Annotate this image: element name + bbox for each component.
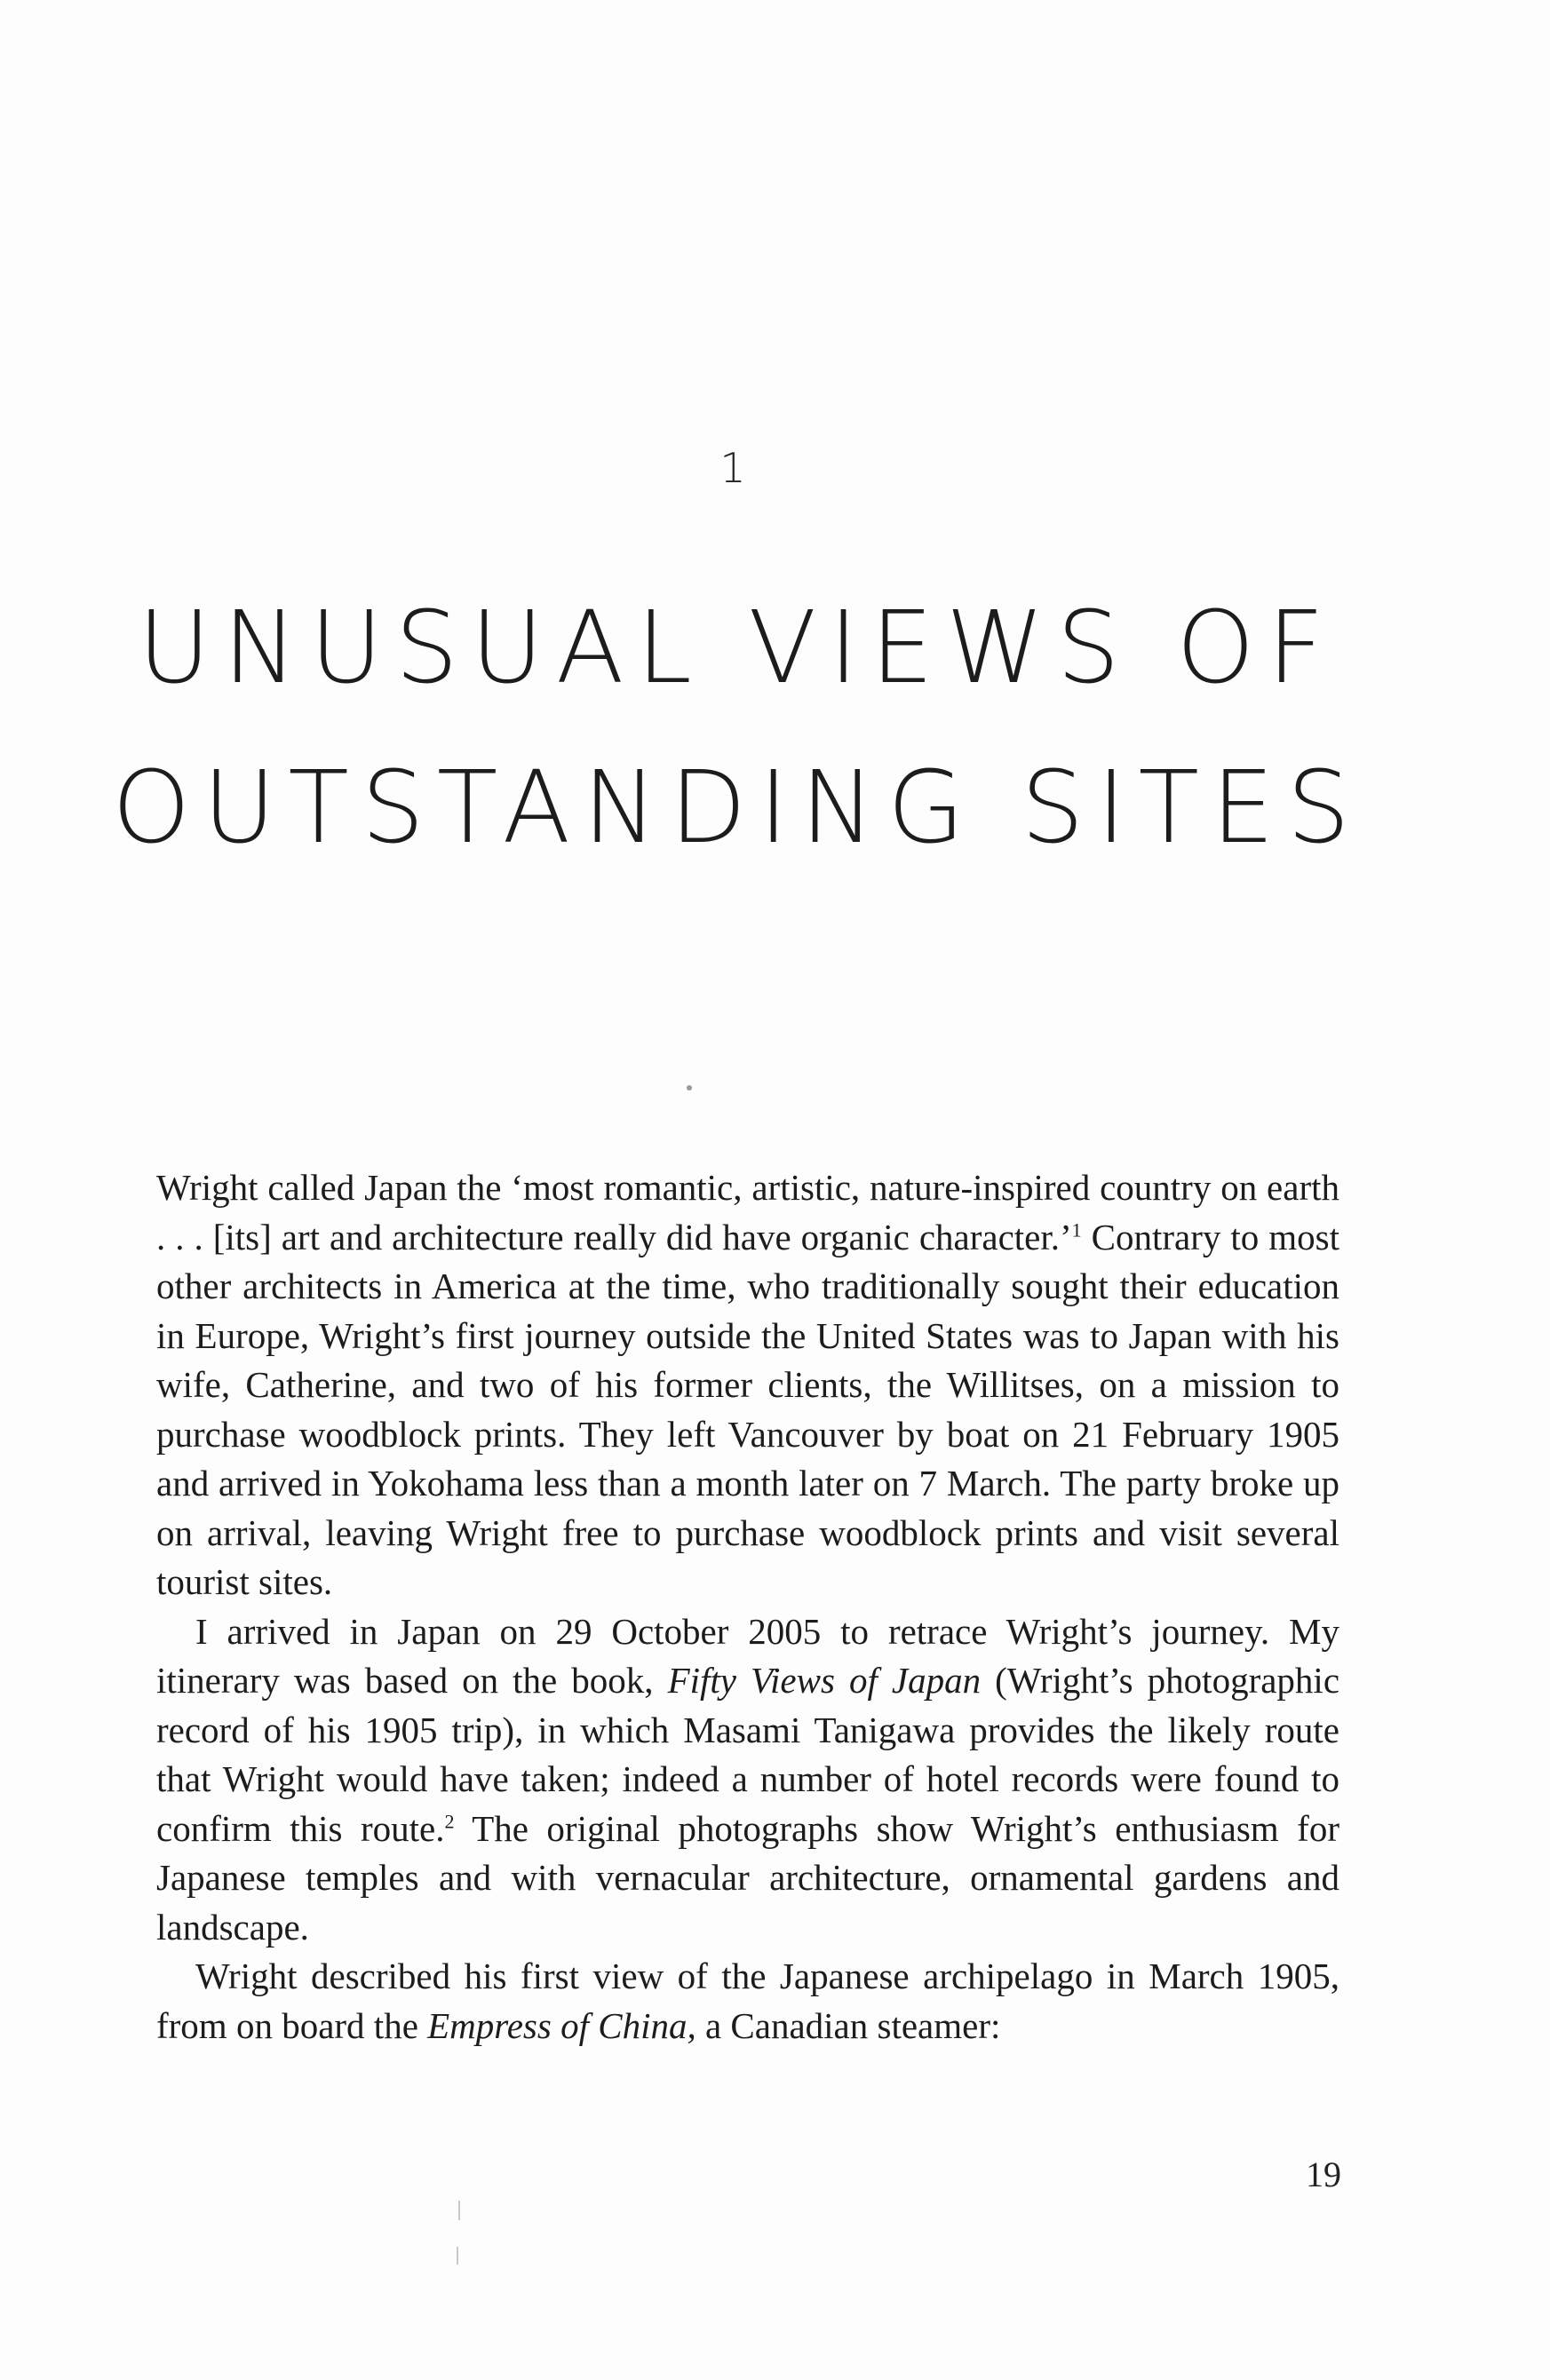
page-number: 19 xyxy=(1306,2154,1341,2194)
paragraph-1-text: Wright called Japan the ‘most romantic, artistic, nature-inspired country on earth . . . [its] art and architecture really did have organic character.’ xyxy=(156,1167,1339,1257)
section-dot xyxy=(687,1085,692,1091)
ship-name-italic: Empress of China, xyxy=(427,2004,696,2046)
paragraph-1-continuation: Contrary to most other architects in America at the time, who traditionally sought their education in Europe, Wright’s first journey outside the United States was to Japan with his wife, Catherine, and two of his former clients, the Willitses, on a mission to purchase woodblock prints. They left Vancouver by boat on 21 February 1905 and arrived in Yokohama less than a month later on 7 March. The party broke up on arrival, leaving Wright free to purchase woodblock prints and visit several tourist sites. xyxy=(156,1216,1339,1602)
book-title-italic: Fifty Views of Japan xyxy=(667,1660,982,1701)
paragraph-2-text-middle: (Wright’s photographic record of his 1905 trip), in which Masami Tanigawa provides the likely route that Wright would have taken; indeed a number of hotel records were found to confirm this route. xyxy=(156,1660,1340,1849)
scan-speck xyxy=(457,2247,458,2265)
body-text xyxy=(156,1163,1339,2051)
paragraph-2 xyxy=(156,1607,1339,1953)
paragraph-3-text-end: a Canadian steamer: xyxy=(696,2004,1001,2046)
chapter-title xyxy=(107,568,1368,888)
paragraph-3-text-start: Wright described his first view of the Japanese archipelago in March 1905, from on board the xyxy=(156,1956,1339,2046)
paragraph-2-text-end: The original photographs show Wright’s enthusiasm for Japanese temples and with vernacular architecture, ornamental gardens and landscape. xyxy=(156,1807,1339,1948)
paragraph-1 xyxy=(156,1163,1339,1607)
footnote-ref-2: 2 xyxy=(444,1809,455,1832)
chapter-number: 1 xyxy=(719,444,746,492)
chapter-title-line-1: UNUSUAL VIEWS OF xyxy=(138,591,1337,706)
paragraph-3 xyxy=(156,1952,1339,2051)
chapter-title-line-2: OUTSTANDING SITES xyxy=(112,750,1363,866)
paragraph-2-text-start: I arrived in Japan on 29 October 2005 to retrace Wright’s journey. My itinerary was based on the book, xyxy=(156,1610,1339,1701)
footnote-ref-1: 1 xyxy=(1071,1218,1082,1241)
scan-speck xyxy=(458,2201,460,2220)
